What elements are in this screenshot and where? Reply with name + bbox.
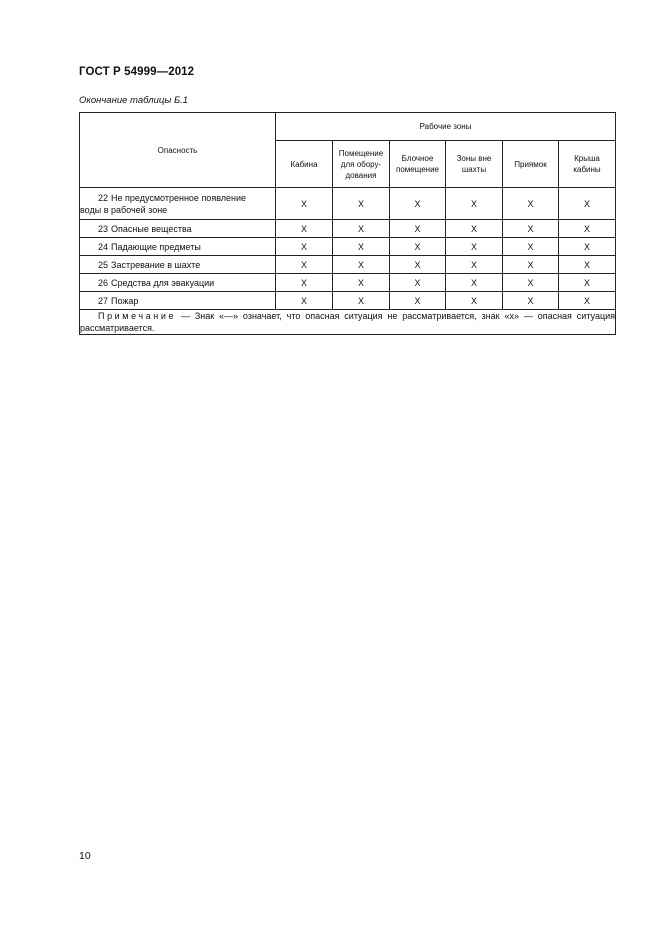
mark-cell: X <box>333 188 390 220</box>
document-standard-header: ГОСТ Р 54999—2012 <box>79 66 195 78</box>
mark-cell: X <box>390 188 446 220</box>
table-note-row <box>80 310 616 335</box>
mark-cell: X <box>559 188 616 220</box>
table-row <box>80 238 616 256</box>
hazard-name-cell: 26 Средства для эвакуации <box>80 274 276 292</box>
mark-cell: X <box>446 292 503 310</box>
mark-cell: X <box>390 238 446 256</box>
hazard-name-cell: 25 Застревание в шахте <box>80 256 276 274</box>
mark-cell: X <box>559 256 616 274</box>
mark-cell: X <box>333 220 390 238</box>
mark-cell: X <box>446 238 503 256</box>
hazard-column-header: Опасность <box>80 113 276 188</box>
mark-cell: X <box>503 188 559 220</box>
mark-cell: X <box>333 274 390 292</box>
mark-cell: X <box>390 220 446 238</box>
mark-cell: X <box>390 292 446 310</box>
table-row <box>80 220 616 238</box>
note-text: — Знак «—» означает, что опасная ситуация не рассматривается, знак «х» — опасная ситуация рассматривается. <box>80 311 616 333</box>
mark-cell: X <box>503 238 559 256</box>
hazard-name-cell: 24 Падающие предметы <box>80 238 276 256</box>
mark-cell: X <box>446 220 503 238</box>
mark-cell: X <box>333 238 390 256</box>
table-note <box>80 310 616 335</box>
mark-cell: X <box>276 292 333 310</box>
mark-cell: X <box>503 274 559 292</box>
mark-cell: X <box>333 256 390 274</box>
mark-cell: X <box>559 274 616 292</box>
table-row <box>80 256 616 274</box>
mark-cell: X <box>559 220 616 238</box>
table-row <box>80 188 616 220</box>
mark-cell: X <box>276 238 333 256</box>
zone-header-outside-shaft: Зоны вне шахты <box>446 141 503 188</box>
table-row <box>80 274 616 292</box>
hazards-table <box>79 112 616 335</box>
zone-header-cabin: Кабина <box>276 141 333 188</box>
mark-cell: X <box>503 256 559 274</box>
mark-cell: X <box>390 274 446 292</box>
mark-cell: X <box>333 292 390 310</box>
mark-cell: X <box>503 292 559 310</box>
table-row <box>80 292 616 310</box>
note-lead: Примечание <box>98 311 177 321</box>
mark-cell: X <box>276 220 333 238</box>
zone-header-pulley-room: Блочное помещение <box>390 141 446 188</box>
hazard-name-cell: 27 Пожар <box>80 292 276 310</box>
mark-cell: X <box>503 220 559 238</box>
mark-cell: X <box>446 274 503 292</box>
working-zones-header: Рабочие зоны <box>276 113 616 141</box>
mark-cell: X <box>446 256 503 274</box>
mark-cell: X <box>276 188 333 220</box>
mark-cell: X <box>276 256 333 274</box>
page-number: 10 <box>79 850 91 862</box>
table-caption: Окончание таблицы Б.1 <box>79 95 189 106</box>
zone-header-machine-room: Помещение для обору- дования <box>333 141 390 188</box>
mark-cell: X <box>390 256 446 274</box>
mark-cell: X <box>559 238 616 256</box>
hazard-name-cell: 23 Опасные вещества <box>80 220 276 238</box>
mark-cell: X <box>446 188 503 220</box>
mark-cell: X <box>559 292 616 310</box>
mark-cell: X <box>276 274 333 292</box>
zone-header-pit: Приямок <box>503 141 559 188</box>
hazard-name-cell: 22 Не предусмотренное появление воды в рабочей зоне <box>80 188 276 220</box>
zone-header-car-roof: Крыша кабины <box>559 141 616 188</box>
